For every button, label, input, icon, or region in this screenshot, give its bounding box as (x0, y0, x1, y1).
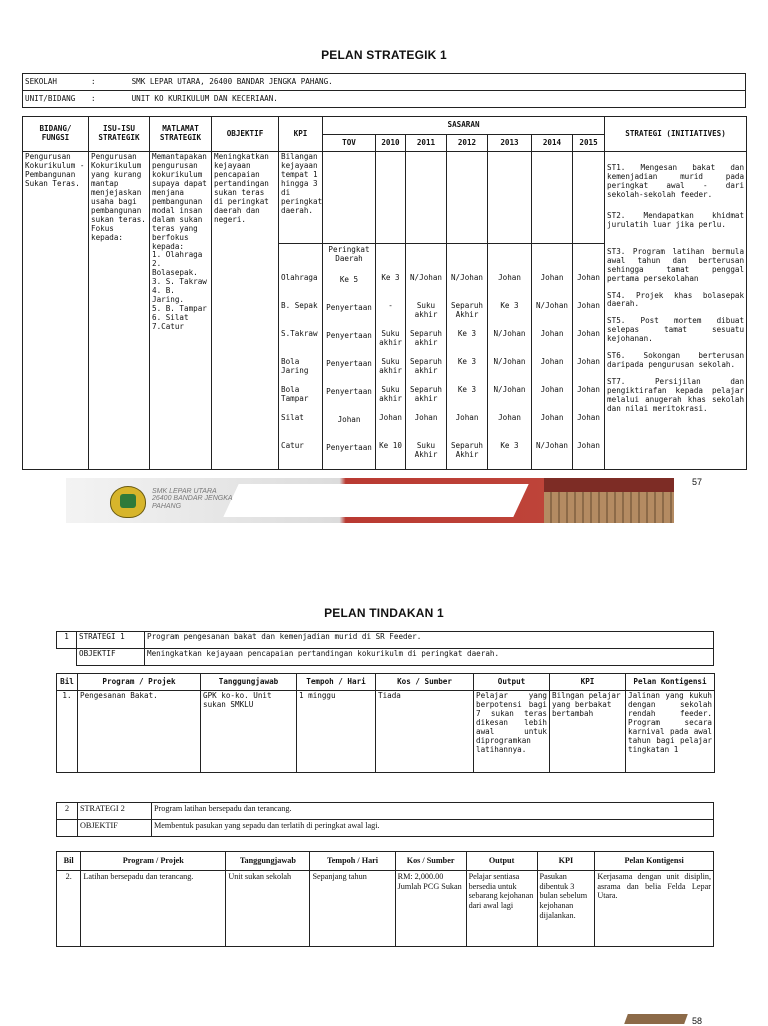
target-value: Suku akhir (379, 385, 402, 403)
target-value: Johan (540, 385, 564, 394)
tempoh-cell: 1 minggu (297, 691, 376, 773)
kontigensi-cell: Jalinan yang kukuh dengan sekolah rendah feeder. Program secara karnival pada awal tahun bagi pelajar tingkatan 1 (626, 691, 715, 773)
target-value: N/Johan (450, 273, 483, 282)
kos-cell: Tiada (376, 691, 474, 773)
year-header: TOV (323, 135, 376, 152)
target-value: Johan (540, 413, 564, 422)
target-value: N/Johan (493, 385, 526, 394)
page-title-tindakan: PELAN TINDAKAN 1 (324, 606, 444, 620)
target-value: Ke 3 (457, 385, 477, 394)
target-value: Johan (577, 441, 600, 450)
banner-motto: KREATIF ★ AKTIF ★ PRODUKTIF (362, 495, 462, 501)
strategi-item: ST3. Program latihan bermula awal tahun dan berterusan sehingga tamat penggal pertama persekolahan (607, 246, 745, 283)
kos-cell: RM: 2,000.00 Jumlah PCG Sukan (395, 871, 466, 947)
target-value: N/Johan (493, 357, 526, 366)
target-value: N/Johan (535, 441, 568, 450)
col-header: Output (466, 852, 537, 871)
strategi-item: ST2. Mendapatkan khidmat jurulatih luar jika perlu. (607, 210, 745, 229)
target-value: Ke 3 (500, 301, 519, 310)
block-number: 2 (57, 803, 78, 820)
col-header: Pelan Kontigensi (595, 852, 714, 871)
target-value: Suku akhir (414, 301, 438, 319)
target-value: Suku akhir (379, 357, 402, 375)
target-value: Separuh Akhir (450, 441, 483, 459)
colon: : (91, 76, 96, 86)
target-value: Johan (498, 413, 521, 422)
target-value: Ke 3 (381, 273, 400, 282)
school-info-table (22, 73, 746, 108)
school-building-image (624, 1014, 688, 1024)
year-header: 2011 (406, 135, 447, 152)
target-value: N/Johan (493, 329, 526, 338)
target-value: Suku Akhir (414, 441, 438, 459)
col-header: Tanggungjawab (201, 674, 297, 691)
year-header: 2010 (376, 135, 406, 152)
target-value: Johan (577, 273, 600, 282)
target-value: Johan (414, 413, 438, 422)
unit-label: UNIT/BIDANG (23, 91, 90, 108)
objektif-value: Membentuk pasukan yang sepadu dan terlatih di peringkat awal lagi. (152, 820, 714, 837)
strategic-plan-table (22, 116, 747, 470)
strategi-value: Program latihan bersepadu dan terancang. (152, 803, 714, 820)
strategi-cell (605, 152, 747, 470)
target-value: Separuh akhir (409, 329, 442, 347)
sekolah-value: SMK LEPAR UTARA, 26400 BANDAR JENGKA PAHANG. (131, 76, 333, 86)
target-value: Penyertaan (326, 331, 372, 340)
strategi-item: ST7. Persijilan dan pengiktirafan kepada pelajar melalui anugerah khas sekolah dan nilai meritokrasi. (607, 377, 745, 414)
header-kpi: KPI (279, 117, 323, 152)
school-banner (66, 478, 674, 523)
tov-header: Peringkat Daerah (328, 245, 370, 263)
bil-cell: 2. (57, 871, 81, 947)
target-value: Suku akhir (379, 329, 402, 347)
action1-header-table (56, 631, 714, 666)
strategi-item: ST4. Projek khas bolasepak daerah. (607, 290, 745, 309)
page-title-strategik: PELAN STRATEGIK 1 (321, 48, 447, 62)
sport-label: Catur (281, 441, 304, 450)
program-cell: Latihan bersepadu dan terancang. (81, 871, 226, 947)
isu-cell: Pengurusan Kokurikulum yang kurang mantap menjejaskan usaha bagi pembangunan sukan teras. Fokus kepada: (89, 152, 150, 470)
target-value: Johan (540, 329, 564, 338)
target-value: Johan (540, 273, 564, 282)
col-header: Bil (57, 852, 81, 871)
year-header: 2012 (447, 135, 488, 152)
sport-label: Silat (281, 413, 304, 422)
kpi-cell: Bilngan pelajar yang berbakat bertambah (550, 691, 626, 773)
target-value: Penyertaan (326, 387, 372, 396)
col-header: Program / Projek (78, 674, 201, 691)
banner-line: SMK LEPAR UTARA (152, 488, 217, 495)
target-value: Separuh akhir (409, 385, 442, 403)
col-header: Tanggungjawab (226, 852, 310, 871)
strategi-item: ST6. Sokongan berterusan daripada pengurusan sekolah. (607, 351, 745, 370)
block-number: 1 (57, 632, 77, 649)
header-objektif: OBJEKTIF (212, 117, 279, 152)
strategi-item: ST1. Mengesan bakat dan kemenjadian murid pada peringkat awal - dari sekolah-sekolah feeder. (607, 163, 745, 199)
objektif-label: OBJEKTIF (77, 649, 145, 666)
kpi-cell: Pasukan dibentuk 3 bulan sebelum kejohanan dijalankan. (537, 871, 595, 947)
strategi-label: STRATEGI 1 (77, 632, 145, 649)
target-value: Penyertaan (326, 359, 372, 368)
matlamat-list-item: 7.Catur (152, 322, 185, 332)
banner-line: 26400 BANDAR JENGKA (152, 495, 233, 503)
col-header: Tempoh / Hari (297, 674, 376, 691)
matlamat-list-item: 2. Bolasepak. (152, 259, 198, 278)
matlamat-list-item: 4. B. Jaring. (152, 286, 185, 305)
header-isu: ISU-ISU STRATEGIK (89, 117, 150, 152)
objektif-value: Meningkatkan kejayaan pencapaian pertandingan kokurikulm di peringkat daerah. (145, 649, 714, 666)
target-value: Johan (540, 357, 564, 366)
target-value: Ke 5 (339, 275, 359, 284)
target-value: Johan (577, 329, 600, 338)
school-emblem-icon (110, 486, 146, 518)
action1-table (56, 673, 715, 773)
target-value: Johan (577, 385, 600, 394)
matlamat-list-item: 5. B. Tampar (152, 304, 207, 314)
sekolah-label: SEKOLAH (23, 74, 90, 91)
program-cell: Pengesanan Bakat. (78, 691, 201, 773)
output-cell: Pelajar yang berpotensi bagi 7 sukan teras dikesan lebih awal untuk diprogramkan latihannya. (474, 691, 550, 773)
matlamat-cell (150, 152, 212, 470)
target-value: Ke 3 (457, 357, 477, 366)
matlamat-list-item: 1. Olahraga (152, 250, 203, 260)
target-value: N/Johan (535, 301, 568, 310)
banner-school-name (152, 488, 233, 510)
year-header: 2014 (532, 135, 573, 152)
target-value: Johan (498, 273, 521, 282)
table-row (57, 871, 714, 947)
target-value: Johan (577, 413, 600, 422)
col-header: Output (474, 674, 550, 691)
target-value: N/Johan (409, 273, 442, 282)
page-number: 58 (692, 1016, 703, 1026)
col-header: Bil (57, 674, 78, 691)
tempoh-cell: Sepanjang tahun (310, 871, 395, 947)
tanggungjawab-cell: GPK ko-ko. Unit sukan SMKLU (201, 691, 297, 773)
tanggungjawab-cell: Unit sukan sekolah (226, 871, 310, 947)
strategi-value: Program pengesanan bakat dan kemenjadian murid di SR Feeder. (145, 632, 714, 649)
sport-label: Bola Jaring (281, 357, 309, 375)
bil-cell: 1. (57, 691, 78, 773)
matlamat-list-item: 3. S. Takraw (152, 277, 207, 287)
target-value: Johan (577, 357, 600, 366)
year-header: 2015 (573, 135, 605, 152)
sport-label: Olahraga (281, 273, 318, 282)
kontigensi-cell: Kerjasama dengan unit disiplin, asrama dan belia Felda Lepar Utara. (595, 871, 714, 947)
col-header: Kos / Sumber (395, 852, 466, 871)
target-value: Ke 3 (500, 441, 519, 450)
objektif-cell: Meningkatkan kejayaan pencapaian pertandingan sukan teras di peringkat daerah dan negeri. (212, 152, 279, 470)
strategi-label: STRATEGI 2 (78, 803, 152, 820)
header-bidang: BIDANG/ FUNGSI (23, 117, 89, 152)
col-header: Kos / Sumber (376, 674, 474, 691)
action2-header-table (56, 802, 714, 837)
kpi-main-cell: Bilangan kejayaan tempat 1 hingga 3 di peringkat daerah. (279, 152, 323, 244)
sport-label: S.Takraw (281, 329, 318, 338)
output-cell: Pelajar sentiasa bersedia untuk sebarang kejohanan dari awal lagi (466, 871, 537, 947)
target-value: Johan (337, 415, 361, 424)
col-header: KPI (537, 852, 595, 871)
target-value: Johan (577, 301, 600, 310)
sport-label: Bola Tampar (281, 385, 309, 403)
matlamat-intro: Memantapakan pengurusan kokurikulum supaya dapat menjana pembangunan modal insan dalam sukan teras yang berfokus kepada: (152, 152, 207, 251)
unit-value-cell (89, 91, 746, 108)
matlamat-list-item: 6. Silat (152, 313, 189, 323)
target-value: Separuh akhir (409, 357, 442, 375)
tov-cell (323, 244, 376, 470)
header-sasaran: SASARAN (323, 117, 605, 135)
strategi-item: ST5. Post mortem dibuat selepas tamat sesuatu kejohanan. (607, 316, 745, 344)
target-value: Penyertaan (326, 443, 372, 452)
target-value: Ke 3 (457, 329, 477, 338)
header-matlamat: MATLAMAT STRATEGIK (150, 117, 212, 152)
bidang-cell: Pengurusan Kokurikulum - Pembangunan Sukan Teras. (23, 152, 89, 470)
table-row (57, 691, 715, 773)
page-number: 57 (692, 477, 703, 487)
colon: : (91, 93, 96, 103)
target-value: Johan (455, 413, 479, 422)
header-strategi: STRATEGI (INITIATIVES) (605, 117, 747, 152)
unit-value: UNIT KO KURIKULUM DAN KECERIAAN. (131, 93, 278, 103)
sport-label: B. Sepak (281, 301, 318, 310)
school-building-image (544, 478, 674, 523)
sport-list-cell (279, 244, 323, 470)
target-value: Johan (379, 413, 402, 422)
objektif-label: OBJEKTIF (78, 820, 152, 837)
target-value: Penyertaan (326, 303, 372, 312)
target-value: - (388, 301, 393, 310)
banner-line: PAHANG (152, 502, 182, 510)
col-header: Tempoh / Hari (310, 852, 395, 871)
col-header: Program / Projek (81, 852, 226, 871)
action2-table (56, 851, 714, 947)
target-value: Separuh Akhir (450, 301, 483, 319)
col-header: Pelan Kontigensi (626, 674, 715, 691)
target-value: Ke 10 (379, 441, 402, 450)
sekolah-value-cell (89, 74, 746, 91)
year-header: 2013 (488, 135, 532, 152)
col-header: KPI (550, 674, 626, 691)
